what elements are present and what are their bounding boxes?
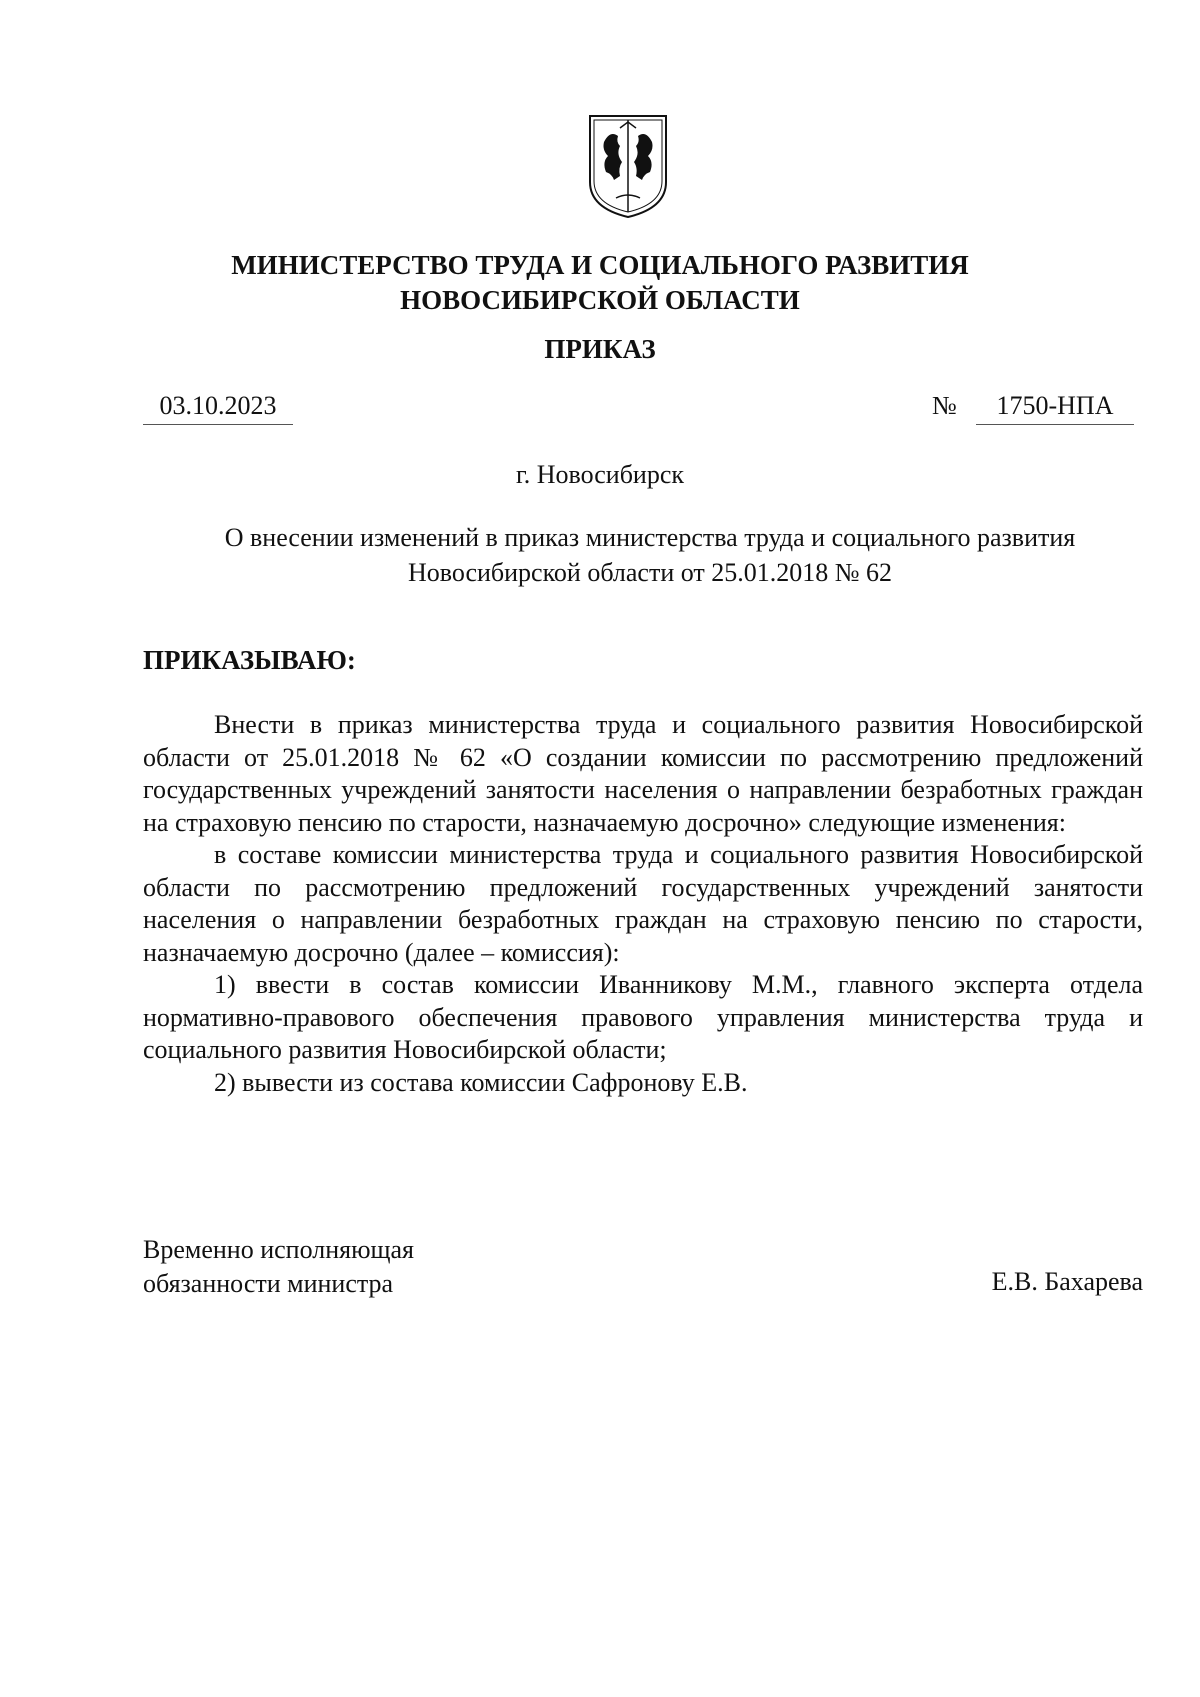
- body-paragraph: 1) ввести в состав комиссии Иванникову М.М., главного эксперта отдела нормативно-правового обеспечения правового управления министерства труда и социального развития Новосибирской области;: [143, 970, 1143, 1064]
- ministry-name-line1: МИНИСТЕРСТВО ТРУДА И СОЦИАЛЬНОГО РАЗВИТИЯ: [231, 250, 969, 280]
- command-heading: ПРИКАЗЫВАЮ:: [143, 645, 356, 675]
- coat-of-arms-icon: [586, 112, 670, 220]
- signer-name: Е.В. Бахарева: [991, 1267, 1143, 1296]
- body-paragraph: в составе комиссии министерства труда и социального развития Новосибирской области по рассмотрению предложений государственных учреждений занятости населения о направлении безработных граждан на страховую пенсию по старости, назначаемую досрочно (далее – комиссия):: [143, 840, 1143, 967]
- ministry-name-line2: НОВОСИБИРСКОЙ ОБЛАСТИ: [400, 285, 800, 315]
- order-number: 1750-НПА: [976, 391, 1134, 425]
- signer-position-line2: обязанности министра: [143, 1269, 394, 1298]
- city: г. Новосибирск: [515, 460, 685, 489]
- signer-position: [143, 1233, 414, 1301]
- signer-position-line1: Временно исполняющая: [143, 1235, 415, 1264]
- order-body: [143, 709, 1143, 1099]
- document-type: ПРИКАЗ: [544, 334, 656, 364]
- body-paragraph: 2) вывести из состава комиссии Сафронову Е.В.: [214, 1067, 748, 1097]
- order-date: 03.10.2023: [143, 391, 293, 425]
- number-sign: №: [932, 391, 957, 420]
- order-subject: О внесении изменений в приказ министерства труда и социального развития Новосибирской области от 25.01.2018 № 62: [224, 523, 1076, 587]
- body-paragraph: Внести в приказ министерства труда и социального развития Новосибирской области от 25.01.2018 № 62 «О создании комиссии по рассмотрению предложений государственных учреждений занятости населения о направлении безработных граждан на страховую пенсию по старости, назначаемую досрочно» следующие изменения:: [143, 710, 1143, 837]
